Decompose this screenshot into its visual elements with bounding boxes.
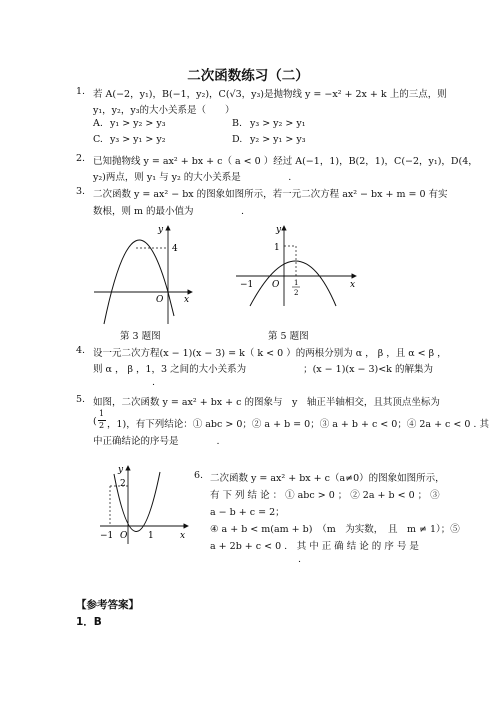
tick-half-numerator: 1 <box>294 279 299 287</box>
q6-line5: a + 2b + c < 0 . 其 中 正 确 结 论 的 序 号 是 <box>210 541 419 552</box>
q1-line1: 若 A(−2，y₁)，B(−1，y₂)，C(√3，y₃)是抛物线 y = −x² + 2x + k 上的三点，则 <box>93 89 447 100</box>
q1-line2: y₁，y₂，y₃的大小关系是（ ） <box>93 105 235 116</box>
y-axis-label: y <box>276 225 282 235</box>
q4-line1: 设一元二次方程(x − 1)(x − 3) = k（ k < 0 ）的两根分别为 α ， β ，且 α < β ， <box>93 348 447 359</box>
q5-fraction-denominator: 2 <box>99 421 105 430</box>
q5-number: 5. <box>76 394 86 405</box>
origin-label: O <box>272 280 280 290</box>
x-axis-label: x <box>180 531 186 541</box>
q3-caption: 第 3 题图 <box>120 331 161 342</box>
q3-line1: 二次函数 y = ax² − bx 的图象如图所示，若一元二次方程 ax² − bx + m = 0 有实 <box>93 189 448 200</box>
q5-line2: ，1)，有下列结论：① abc > 0；② a + b = 0；③ a + b + c < 0；④ 2a + c < 0 . 其 <box>107 419 489 430</box>
q1-option-d: y₂ > y₁ > y₃ <box>250 134 306 145</box>
answers-header: 【参考答案】 <box>76 599 139 611</box>
y-axis-label: y <box>118 465 124 475</box>
parabola-curve <box>104 240 174 324</box>
x-axis-label: x <box>350 280 356 290</box>
q3-line2: 数根，则 m 的最小值为 . <box>93 206 245 217</box>
y-axis-label: y <box>158 225 164 235</box>
tick-label-neg1: −1 <box>100 531 114 541</box>
q4-line3: . <box>152 377 156 388</box>
tick-label-1: 1 <box>274 243 280 253</box>
q1-option-c-label: C. <box>93 134 103 145</box>
q1-option-a-label: A. <box>93 118 103 129</box>
q2-number: 2. <box>76 153 86 164</box>
x-axis-label: x <box>184 295 190 305</box>
q6-line1: 二次函数 y = ax² + bx + c（a≠0）的图象如图所示， <box>210 473 445 484</box>
q5-fraction-numerator: 1 <box>99 409 105 418</box>
figure-q6-graph <box>96 462 192 544</box>
q1-option-b: y₃ > y₂ > y₁ <box>250 118 306 129</box>
tick-label-4: 4 <box>172 244 178 254</box>
q1-option-d-label: D. <box>232 134 243 145</box>
answer-1: 1．B <box>76 616 102 628</box>
origin-label: O <box>120 531 128 541</box>
q5-line1: 如图，二次函数 y = ax² + bx + c 的图象与 y 轴正半轴相交，且其顶点坐标为 <box>93 397 440 408</box>
q6-line4: ④ a + b < m(am + b) （m 为实数， 且 m ≠ 1）；⑤ <box>210 524 460 535</box>
q3-number: 3. <box>76 186 86 197</box>
q1-option-c: y₃ > y₁ > y₂ <box>110 134 166 145</box>
tick-label-1: 1 <box>148 531 154 541</box>
q6-line3: a − b + c = 2； <box>210 507 285 518</box>
page-title: 二次函数练习（二） <box>187 68 309 84</box>
origin-label: O <box>156 295 164 305</box>
q6-line2: 有 下 列 结 论 ： ① abc > 0 ； ② 2a + b < 0 ； ③ <box>210 490 440 501</box>
q1-number: 1. <box>76 86 86 97</box>
q6-line6: . <box>298 554 302 565</box>
q5-line3: 中正确结论的序号是 . <box>93 436 220 447</box>
q6-number: 6. <box>194 470 204 481</box>
q1-option-a: y₁ > y₂ > y₃ <box>110 118 166 129</box>
q2-line2: y₂)两点，则 y₁ 与 y₂ 的大小关系是 . <box>93 172 292 183</box>
q5-open-paren: ( <box>93 416 97 427</box>
parabola-curve <box>250 261 336 306</box>
q5-caption: 第 5 题图 <box>268 331 309 342</box>
q4-line2: 则 α ， β ，1，3 之间的大小关系为 ；(x − 1)(x − 3)<k 的解集为 <box>93 364 433 375</box>
figure-q5-graph <box>232 220 360 308</box>
q4-number: 4. <box>76 345 86 356</box>
tick-label-neg1: −1 <box>240 280 254 290</box>
q1-option-b-label: B. <box>232 118 243 129</box>
q2-line1: 已知抛物线 y = ax² + bx + c（ a < 0 ）经过 A(−1，1)，B(2，1)，C(−2，y₁)，D(4， <box>93 156 478 167</box>
tick-half-denominator: 2 <box>294 289 299 297</box>
tick-label-2: 2 <box>120 479 126 489</box>
figure-q3-graph <box>90 220 200 326</box>
